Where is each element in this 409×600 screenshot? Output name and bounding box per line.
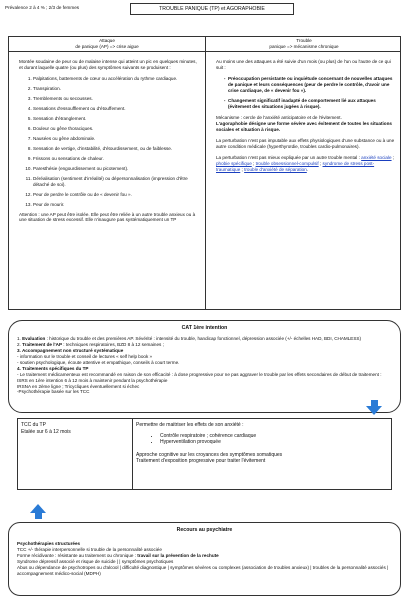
tcc-content [136,422,388,465]
trouble-intro: Au moins une des attaques a été suivie d'un mois (ou plus) de l'un ou l'autre de ce qui suit : [216,59,391,70]
link-phobie-specifique[interactable]: phobie spécifique [216,160,252,166]
symptom-item: 2. Transpiration. [33,86,199,92]
attaque-intro: Montée soudaine de peur ou de malaise intense qui atteint un pic en quelques minutes, et durant laquelle quatre (ou plus) des symptômes suivants se produisent : [19,59,197,70]
arrow-down-icon [366,400,382,415]
tcc-divider [132,419,133,489]
column-divider [205,37,206,309]
comparison-table [8,36,401,310]
left-column-header: Attaque de panique (AP) => crise aigue [75,38,139,49]
attention-note: Attention : une AP peut être isolée. Elle peut être reliée à un autre trouble anxieux ou à une situation de stress excessif. Elle n'inaugure pas systématiquement un TP [19,211,196,223]
symptom-list [19,76,199,208]
tcc-list [152,433,388,446]
cat-accomp-item: - soutien psychologique, écoute attentive et empathique, conseils à court terme. [17,359,180,365]
criteria-list [216,76,396,110]
tcc-exposition: Traitement d'exposition progressive pour traiter l'évitement [136,458,266,464]
mecanisme-text: Mécanisme : cercle de l'anxiété anticipatoire et de l'évitement. [216,114,342,120]
differential-text: La perturbation n'est pas mieux expliquée par un autre trouble mental : anxiété sociale ; phobie spécifique ; trouble obsessionnel-compulsif ; syndrome de stress post-traumatique ; trouble d'anxiété de séparation. [216,154,395,172]
link-anxiete-separation[interactable]: trouble d'anxiété de séparation [244,166,307,172]
recours-title: Recours au psychiatre [176,527,233,533]
right-column-header: Trouble panique => mécanisme chronique [269,38,339,49]
symptom-item: 13. Peur de mourir. [33,202,199,208]
header-divider [9,51,400,52]
trouble-body [216,59,396,173]
tcc-approche: Approche cognitive sur les croyances des symptômes somatiques [136,451,283,458]
symptom-item: 7. Nausées ou gêne abdominale. [33,136,199,142]
recours-line: Forme récidivante : résistante au traitement ou chronique : travail sur la prévention de la rechute [17,552,219,558]
recours-psy-label: Psychothérapies structurées [17,540,81,546]
symptom-item: 10. Paresthésie (engourdissement ou picotement). [33,166,199,172]
recours-line: Syndrome dépressif associé et risque de suicide | | symptômes psychotiques [17,558,174,564]
agoraphobie-text: L'agoraphobie désigne une forme sévère avec évitement de toutes les situations sociales et situation à risque. [216,120,392,132]
symptom-item: 4. Sensations d'essoufflement ou d'étouffement. [33,106,199,112]
tcc-label: TCC du TP Etalée sur 6 à 12 mois [21,422,71,435]
cat-spec-item: ISRS en 1ère intention 6 à 12 mois à maintenir pendant la psychothérapie [17,377,168,383]
arrow-up-icon [30,504,46,519]
link-tspt[interactable]: syndrome de stress post-traumatique [216,160,375,172]
symptom-item: 8. Sensation de vertige, d'instabilité, d'étourdissement, ou de faiblesse. [33,146,199,152]
recours-line: Abus ou dépendance de psychotropes ou d'alcool | difficulté diagnostique | symptômes sévères ou complexes (association de troubles anxieux) | troubles de la personnalité associés | accompagnement médico-social (MDPH) [17,564,389,576]
tcc-box [17,418,392,490]
cat-evaluation: 1. Evaluation : historique du trouble et des premières AP. Sévérité : intensité du trouble, handicap fonctionnel, dépression associée (+/- échelles HAD, BDI, CHAMLESS) [17,335,361,341]
link-toc[interactable]: trouble obsessionnel-compulsif [255,160,319,166]
symptom-item: 11. Déréalisation (sentiment d'irréalité) ou dépersonnalisation (impression d'être détaché de soi). [33,176,199,188]
symptom-item: 3. Tremblements ou secousses. [33,96,199,102]
recours-box [8,522,401,596]
symptom-item: 6. Douleur ou gêne thoraciques. [33,126,199,132]
criterion-item: - Préoccupation persistante ou inquiétude concernant de nouvelles attaques de panique et leurs conséquences (peur de perdre le contrôle, d'avoir une crise cardiaque, de « devenir fou »). [228,76,396,94]
tcc-item: • Contrôle respiratoire ; cohérence cardiaque [160,433,388,440]
cat-spec-item: IRSNA en 2ème ligne ; Tricycliques éventuellement si échec [17,383,140,389]
page-title: TROUBLE PANIQUE (TP) et AGORAPHOBIE [130,3,294,15]
cat-spec-item: -Psychothérapie basée sur les TCC [17,389,90,395]
tcc-item: • Hyperventilation provoquée [160,439,388,446]
criterion-item: - Changement significatif inadapté de comportement lié aux attaques (évitement des situations jugées à risque). [228,98,396,110]
cat-box [8,320,401,413]
symptom-item: 1. Palpitations, battements de cœur ou accélération du rythme cardiaque. [33,76,199,82]
symptom-item: 9. Frissons ou sensations de chaleur. [33,156,199,162]
perturbation-text: La perturbation n'est pas imputable aux effets physiologiques d'une substance ou à une autre condition médicale (hyperthyroïdie, troubles cardio-pulmonaires). [216,137,395,149]
cat-title: CAT 1ère intention [181,325,228,331]
cat-spec-item: - Le traitement médicamenteux est recommandé en raison de son efficacité : à dose progressive pour ne pas aggraver le trouble par les effets secondaires de début de traitement : [17,371,382,377]
cat-accomp-item: - information sur le trouble et conseil de lectures « self help book » [17,353,153,359]
symptom-item: 12. Peur de perdre le contrôle ou de « devenir fou ». [33,192,199,198]
prevalence-note: Prévalence 2 à 4 % ; 2/3 de femmes [5,5,80,10]
recours-line: TCC +/- thérapie interpersonnelle si trouble de la personnalité associée [17,546,162,552]
symptom-item: 5. Sensation d'étranglement. [33,116,199,122]
cat-specifiques: 4. Traitements spécifiques du TP [17,365,89,371]
attaque-body [19,59,199,223]
tcc-aim: Permettre de maitriser les effets de son anxiété : [136,422,244,428]
link-anxiete-sociale[interactable]: anxiété sociale [361,154,392,160]
cat-traitement: 2. Traitement de l'AP : techniques respiratoires, BZD 8 à 12 semaines ; [17,341,164,347]
cat-accompagnement: 3. Accompagnement non structuré systématique [17,347,124,353]
